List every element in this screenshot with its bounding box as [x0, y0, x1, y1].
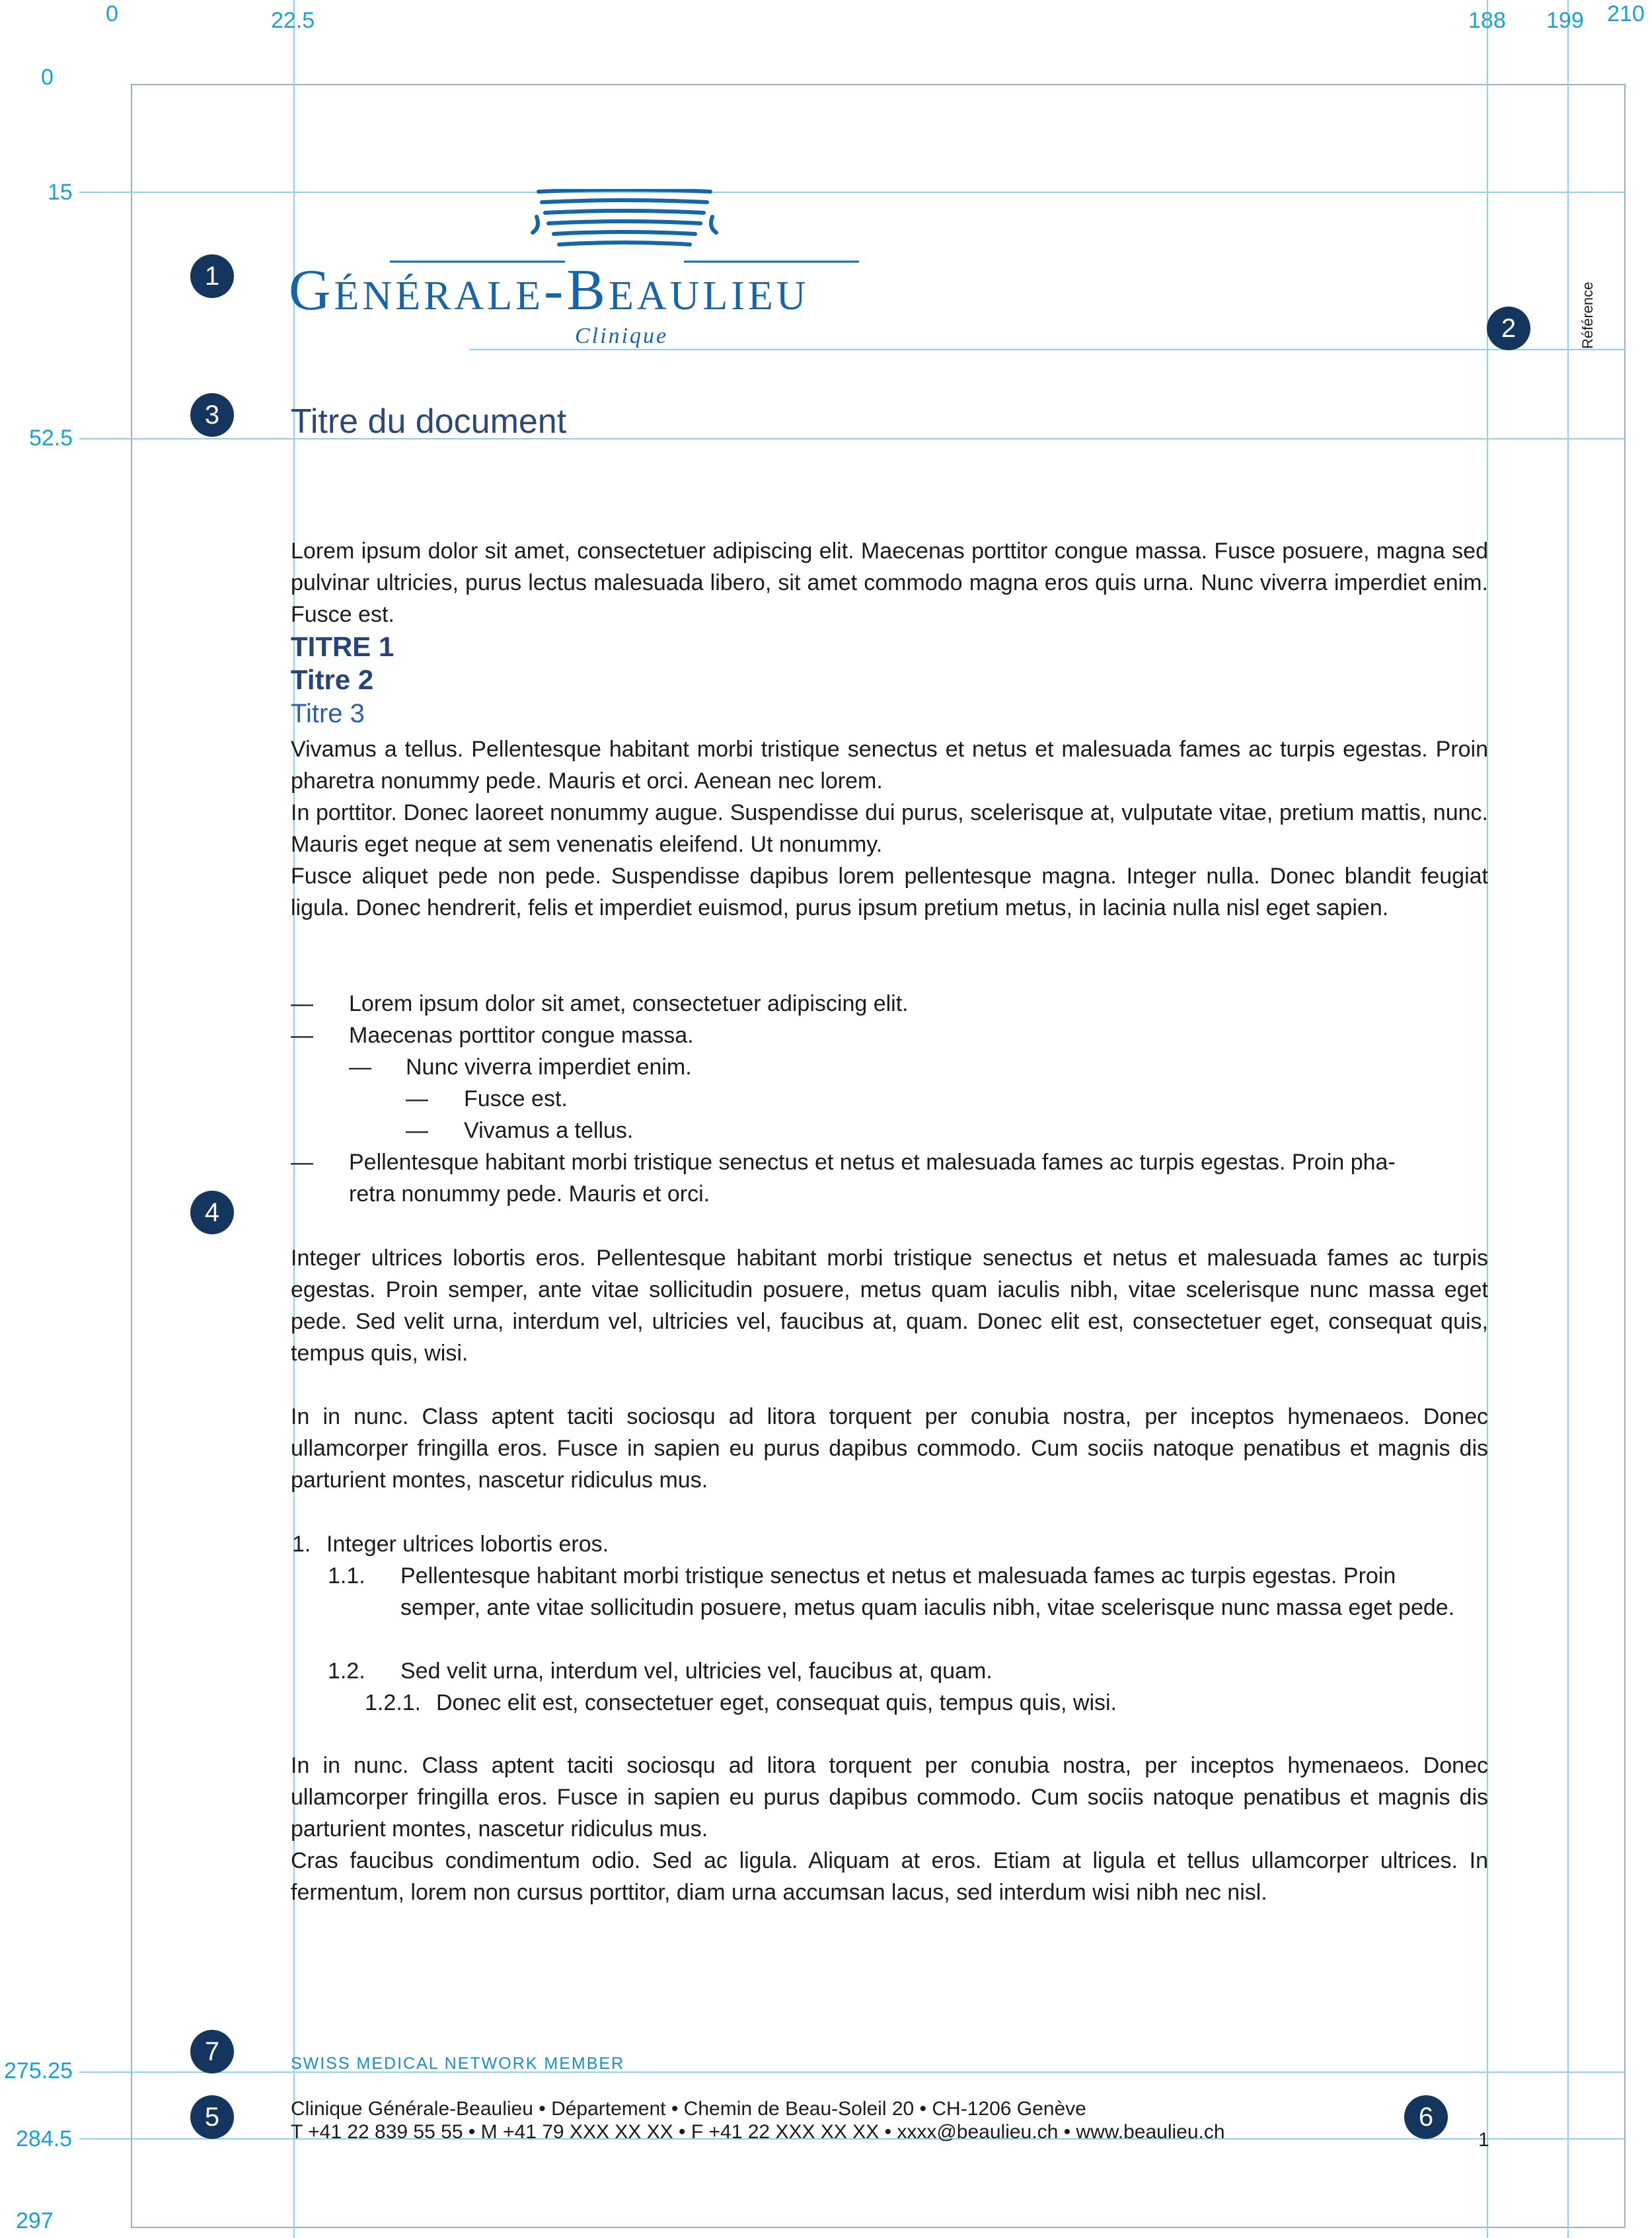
heading-titre-2: Titre 2 — [291, 664, 374, 695]
paragraph-4: Integer ultrices lobortis eros. Pellentesque habitant morbi tristique senectus et netus et malesuada fames ac turpis egestas. Proin semper, ante vitae sollicitudin posuere, metus quam iaculis nibh, vitae scelerisque nunc massa eget pede. Sed velit urna, interdum vel, ultricies vel, faucibus at, quam. Donec elit est, consectetuer eget, consequat quis, tempus quis, wisi. — [291, 1246, 1488, 1366]
bullet-item: Pellentesque habitant morbi tristique senectus et netus et malesuada fames ac turpis egestas. Proin pha- — [349, 1150, 1396, 1175]
heading-titre-1: TITRE 1 — [291, 631, 394, 662]
ruler-y-297: 297 — [16, 2208, 54, 2233]
bullet-dash: — — [291, 1150, 313, 1175]
bullet-item: Nunc viverra imperdiet enim. — [406, 1055, 692, 1080]
numbered-item: Integer ultrices lobortis eros. — [326, 1532, 609, 1557]
badge-1: 1 — [190, 254, 234, 298]
paragraph-2: In porttitor. Donec laoreet nonummy augue. Suspendisse dui purus, scelerisque at, vulputate vitae, pretium mattis, nunc. Mauris eget neque at sem venenatis eleifend. Ut nonummy. — [291, 800, 1488, 857]
bullet-item: Vivamus a tellus. — [464, 1118, 634, 1143]
badge-6: 6 — [1404, 2095, 1448, 2139]
bullet-dash: — — [349, 1055, 371, 1080]
guide-reference — [1567, 0, 1569, 2238]
paragraph-5: In in nunc. Class aptent taciti sociosqu ad litora torquent per conubia nostra, per inceptos hymenaeos. Donec ullamcorper fringilla eros. Fusce in sapien eu purus dapibus commodo. Cum sociis natoque penatibus et magnis dis parturient montes, nascetur ridiculus mus. — [291, 1404, 1488, 1493]
logo-wordmark: Générale-Beaulieu — [289, 258, 809, 322]
reference-label: Référence — [1579, 281, 1596, 349]
numbered-item: Pellentesque habitant morbi tristique senectus et netus et malesuada fames ac turpis egestas. Proin semper, ante vitae sollicitudin posuere, metus quam iaculis nibh, vitae scelerisque nunc massa eget pede. — [400, 1563, 1455, 1620]
bullet-item: Fusce est. — [464, 1086, 568, 1111]
footer-address: Clinique Générale-Beaulieu • Département • Chemin de Beau-Soleil 20 • CH-1206 Genève — [291, 2098, 1086, 2120]
intro-paragraph: Lorem ipsum dolor sit amet, consectetuer adipiscing elit. Maecenas porttitor congue massa. Fusce posuere, magna sed pulvinar ultricies, purus lectus malesuada libero, sit amet commodo magna eros quis urna. Nunc viverra imperdiet enim. Fusce est. — [291, 539, 1488, 627]
paragraph-1: Vivamus a tellus. Pellentesque habitant morbi tristique senectus et netus et malesuada fames ac turpis egestas. Proin pharetra nonummy pede. Mauris et orci. Aenean nec lorem. — [291, 737, 1488, 794]
ruler-y-52-5: 52.5 — [29, 426, 73, 451]
ruler-x-210: 210 — [1607, 1, 1645, 26]
footer-contact: T +41 22 839 55 55 • M +41 79 XXX XX XX • F +41 22 XXX XX XX • xxxx@beaulieu.ch • www.beaulieu.ch — [291, 2121, 1225, 2143]
badge-5: 5 — [190, 2095, 234, 2139]
ruler-y-284-5: 284.5 — [16, 2126, 73, 2151]
numbered-item: Sed velit urna, interdum vel, ultricies vel, faucibus at, quam. — [400, 1659, 993, 1684]
ruler-y-275-25: 275.25 — [4, 2058, 73, 2083]
numbered-label: 1.2.1. — [365, 1690, 422, 1715]
ruler-x-188: 188 — [1468, 8, 1506, 33]
bullet-dash: — — [291, 991, 313, 1016]
paragraph-3: Fusce aliquet pede non pede. Suspendisse dapibus lorem pellentesque magna. Integer nulla. Donec blandit feugiat ligula. Donec hendrerit, felis et imperdiet euismod, purus ipsum pretium metus, in lacinia nulla nisl eget sapien. — [291, 864, 1488, 920]
numbered-label: 1.1. — [328, 1563, 365, 1588]
bullet-dash: — — [406, 1118, 428, 1143]
bullet-item: Maecenas porttitor congue massa. — [349, 1023, 694, 1048]
bullet-dash: — — [406, 1086, 428, 1111]
numbered-item: Donec elit est, consectetuer eget, consequat quis, tempus quis, wisi. — [436, 1690, 1117, 1715]
document-title: Titre du document — [291, 402, 567, 441]
numbered-label: 1. — [292, 1532, 311, 1557]
ruler-y-0: 0 — [41, 65, 54, 90]
page-number: 1 — [1478, 2129, 1489, 2151]
bullet-dash: — — [291, 1023, 313, 1048]
ruler-x-22-5: 22.5 — [271, 8, 315, 33]
numbered-label: 1.2. — [328, 1659, 365, 1684]
badge-7: 7 — [190, 2030, 234, 2073]
heading-titre-3: Titre 3 — [291, 699, 365, 728]
bullet-item: Lorem ipsum dolor sit amet, consectetuer adipiscing elit. — [349, 991, 909, 1016]
ruler-x-0: 0 — [106, 1, 118, 26]
ruler-y-15: 15 — [48, 180, 73, 205]
paragraph-6: In in nunc. Class aptent taciti sociosqu ad litora torquent per conubia nostra, per inceptos hymenaeos. Donec ullamcorper fringilla eros. Fusce in sapien eu purus dapibus commodo. Cum sociis natoque penatibus et magnis dis parturient montes, nascetur ridiculus mus. — [291, 1753, 1488, 1842]
badge-2: 2 — [1487, 307, 1530, 350]
badge-4: 4 — [190, 1191, 234, 1234]
paragraph-7: Cras faucibus condimentum odio. Sed ac ligula. Aliquam at eros. Etiam at ligula et tellus ullamcorper ultrices. In fermentum, lorem non cursus porttitor, diam urna accumsan lacus, sed interdum wisi nibh nec nisl. — [291, 1848, 1488, 1905]
bullet-item-continued: retra nonummy pede. Mauris et orci. — [349, 1181, 710, 1207]
footer-network-label: SWISS MEDICAL NETWORK MEMBER — [291, 2054, 625, 2073]
badge-3: 3 — [190, 393, 234, 437]
logo-mark-icon — [383, 189, 866, 268]
ruler-x-199: 199 — [1546, 8, 1584, 33]
logo-subtitle: Clinique — [575, 324, 669, 348]
guide-logo-base — [469, 349, 1626, 350]
